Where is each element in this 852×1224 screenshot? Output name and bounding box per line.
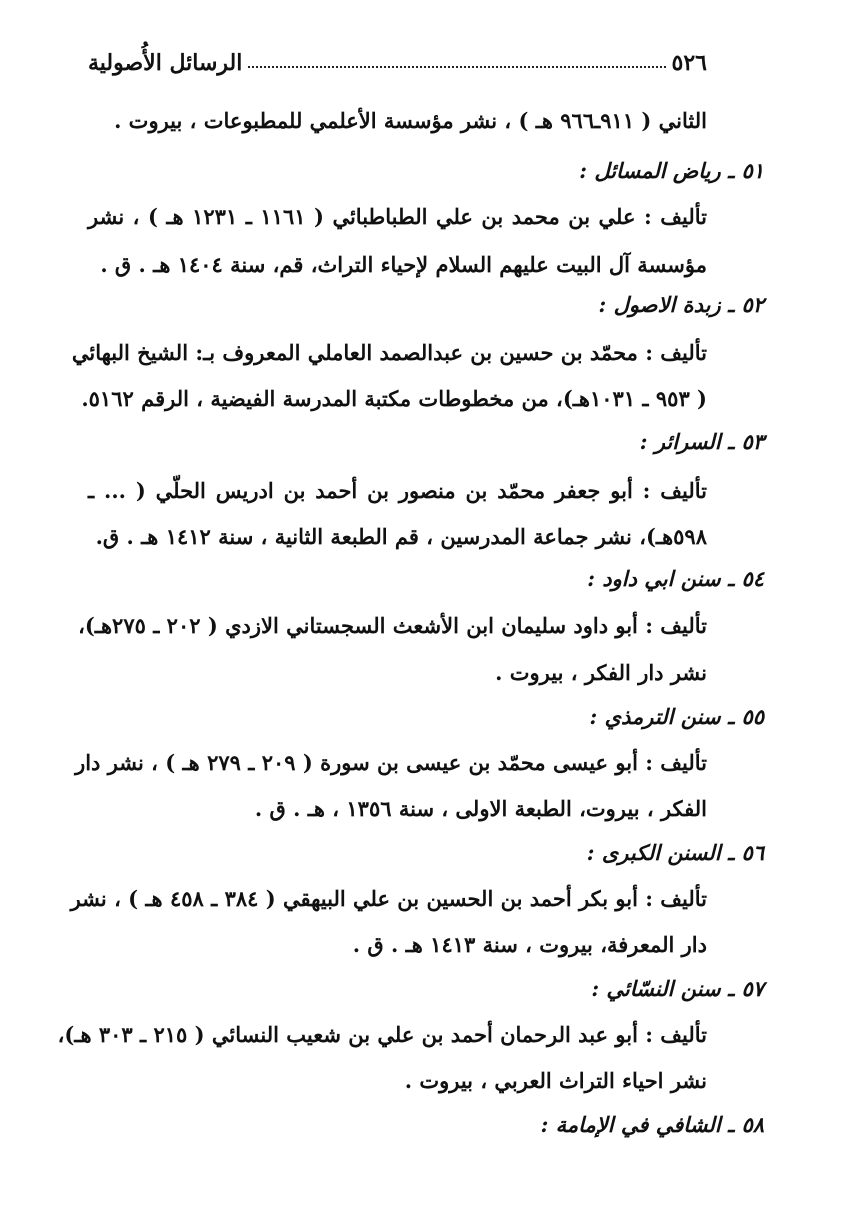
text-line: تأليف : أبو بكر أحمد بن الحسين بن علي البيهقي ( ٣٨٤ ـ ٤٥٨ هـ ) ، نشر [70,886,707,911]
text-line: مؤسسة آل البيت عليهم السلام لإحياء التراث، قم، سنة ١٤٠٤ هـ . ق . [100,252,707,277]
text-line: تأليف : أبو عيسى محمّد بن عيسى بن سورة ( ٢٠٩ ـ ٢٧٩ هـ ) ، نشر دار [75,750,707,775]
text-line: دار المعرفة، بيروت ، سنة ١٤١٣ هـ . ق . [352,932,707,957]
page-number: ٥٢٦ [671,50,707,76]
text-line: تأليف : أبو داود سليمان ابن الأشعث السجستاني الازدي ( ٢٠٢ ـ ٢٧٥هـ)، [78,613,707,638]
entry-heading: ٥٦ ـ السنن الكبرى : [586,840,764,865]
text-line: ٥٩٨هـ)، نشر جماعة المدرسين ، قم الطبعة الثانية ، سنة ١٤١٢ هـ . ق. [95,524,707,549]
entry-heading: ٥٤ ـ سنن ابي داود : [587,566,764,591]
text-line: تأليف : محمّد بن حسين بن عبدالصمد العاملي المعروف بـ: الشيخ البهائي [71,340,707,365]
text-line: تأليف : أبو عبد الرحمان أحمد بن علي بن شعيب النسائي ( ٢١٥ ـ ٣٠٣ هـ)، [57,1022,707,1047]
text-line: الفكر ، بيروت، الطبعة الاولى ، سنة ١٣٥٦ ، هـ . ق . [254,796,707,821]
entry-heading: ٥٣ ـ السرائر : [639,429,764,454]
page-header [88,40,707,76]
text-line: نشر دار الفكر ، بيروت . [495,660,707,685]
text-line: نشر احياء التراث العربي ، بيروت . [404,1068,707,1093]
entry-heading: ٥٢ ـ زبدة الاصول : [598,292,764,317]
text-line: الثاني ( ٩١١ـ٩٦٦ هـ ) ، نشر مؤسسة الأعلمي للمطبوعات ، بيروت . [114,108,707,133]
header-dot-leader [248,65,665,68]
entry-heading: ٥٧ ـ سنن النسّائي : [591,976,764,1001]
running-title: الرسائل الأُصولية [88,50,243,76]
entry-heading: ٥٨ ـ الشافي في الإمامة : [540,1112,764,1137]
text-line: تأليف : أبو جعفر محمّد بن منصور بن أحمد بن ادريس الحلّي ( ... ـ [88,478,707,503]
text-line: تأليف : علي بن محمد بن علي الطباطبائي ( ١١٦١ ـ ١٢٣١ هـ ) ، نشر [88,204,707,229]
text-line: ( ٩٥٣ ـ ١٠٣١هـ)، من مخطوطات مكتبة المدرسة الفيضية ، الرقم ٥١٦٢. [81,386,707,411]
entry-heading: ٥١ ـ رياض المسائل : [579,158,764,183]
entry-heading: ٥٥ ـ سنن الترمذي : [589,704,764,729]
